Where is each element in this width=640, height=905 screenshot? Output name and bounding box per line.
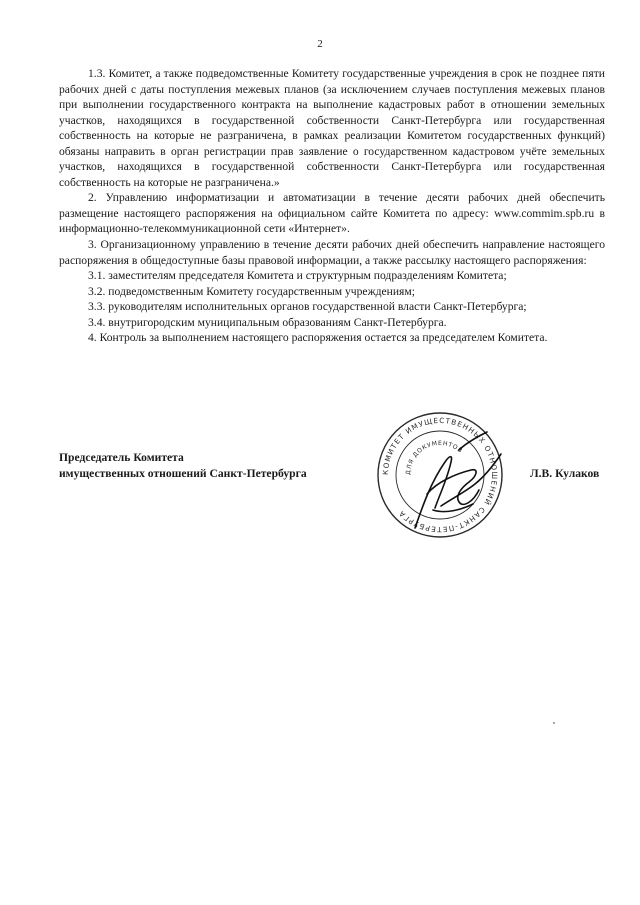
list-item: 3.3. руководителям исполнительных органов государственной власти Санкт-Петербурга; <box>88 300 527 314</box>
seal-inner-text: ДЛЯ ДОКУМЕНТОВ <box>404 439 464 476</box>
official-seal-stamp <box>375 410 505 540</box>
paragraph-3: 3. Организационному управлению в течение десяти рабочих дней обеспечить направление настоящего распоряжения в общедоступные базы правовой информации, а также рассылку настоящего распоряжения: <box>59 238 605 267</box>
document-body <box>59 66 605 346</box>
list-item: 3.2. подведомственным Комитету государственным учреждениям; <box>88 284 415 298</box>
signer-name: Л.В. Кулаков <box>530 467 600 480</box>
list-item: 3.4. внутригородским муниципальным образованиям Санкт-Петербурга. <box>88 315 447 329</box>
scan-speck <box>553 722 555 724</box>
signer-title <box>59 450 307 482</box>
seal-rings <box>378 413 502 537</box>
paragraph-2: 2. Управлению информатизации и автоматизации в течение десяти рабочих дней обеспечить размещение настоящего распоряжения на официальном сайте Комитета по адресу: www.commim.spb.ru в информационно-телекоммуникационной сети «Интернет». <box>59 191 605 236</box>
paragraph-1-3: 1.3. Комитет, а также подведомственные Комитету государственные учреждения в срок не позднее пяти рабочих дней с даты поступления межевых планов (за исключением случаев поступления межевых планов при выполнении государственного контракта на выполнение кадастровых работ в отношении земельных участков, находящихся в государственной собственности Санкт-Петербурга или государственная собственность на которые не разграничена, в рамках реализации Комитетом государственных функций) обязаны направить в орган регистрации прав заявление о государственном кадастровом учёте земельных участков, находящихся в государственной собственности Санкт-Петербурга или государственная собственность на которые не разграничена.» <box>59 67 605 189</box>
page-number: 2 <box>317 38 323 50</box>
signer-title-line: Председатель Комитета <box>59 451 184 464</box>
paragraph-4: 4. Контроль за выполнением настоящего распоряжения остается за председателем Комитета. <box>88 331 548 345</box>
seal-outer-text: КОМИТЕТ ИМУЩЕСТВЕННЫХ ОТНОШЕНИЙ САНКТ-ПЕТЕРБУРГА <box>380 415 500 535</box>
list-item: 3.1. заместителям председателя Комитета и структурным подразделениям Комитета; <box>88 269 507 283</box>
signer-title-line: имущественных отношений Санкт-Петербурга <box>59 467 307 480</box>
